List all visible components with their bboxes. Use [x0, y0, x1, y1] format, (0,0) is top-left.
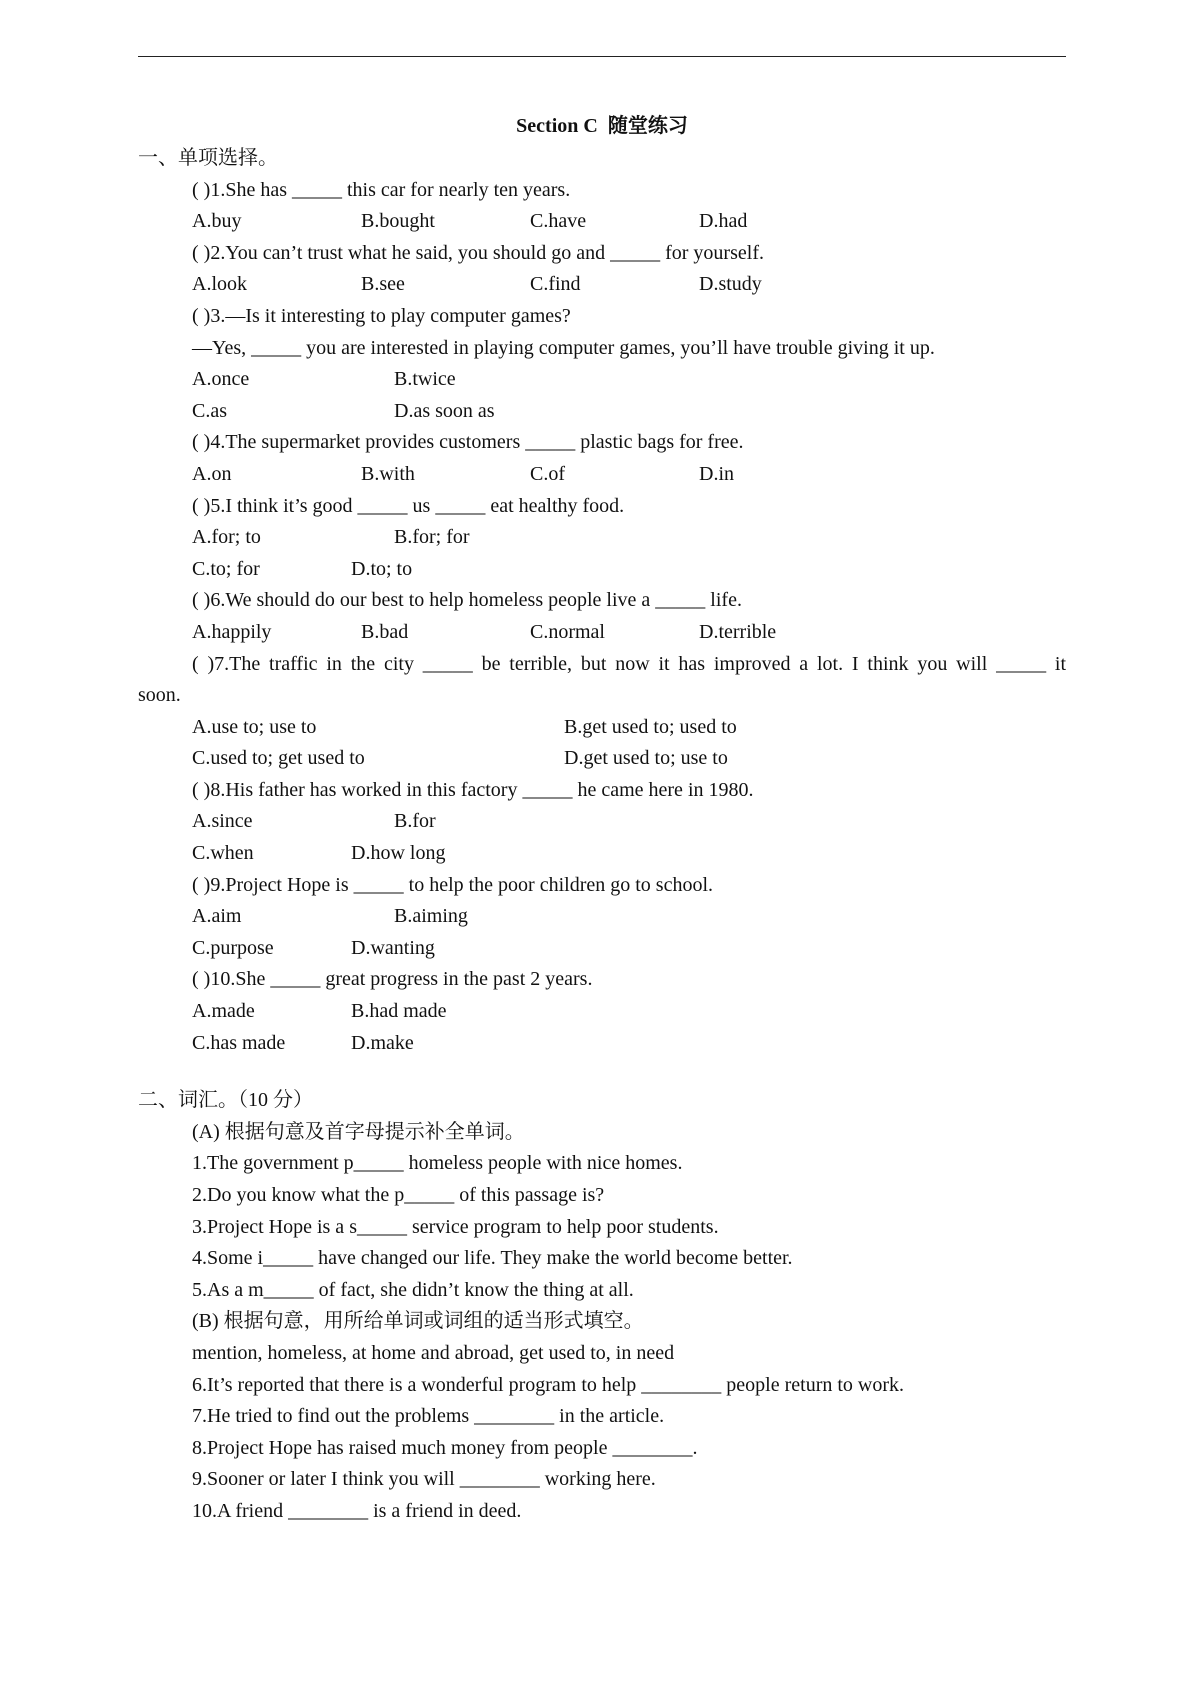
option: C.to; for: [192, 557, 260, 580]
option: B.had made: [351, 1000, 447, 1023]
option: B.see: [361, 273, 405, 296]
option: B.for; for: [394, 526, 470, 549]
option: A.buy: [192, 210, 242, 233]
part1-heading: 一、单项选择。: [138, 147, 278, 169]
option: A.on: [192, 462, 232, 485]
vocab-item: 10.A friend ________ is a friend in deed.: [192, 1499, 522, 1522]
question-stem-reply: —Yes, _____ you are interested in playing computer games, you’ll have trouble giving it up.: [192, 336, 935, 359]
option: B.twice: [394, 368, 456, 391]
question-options: [138, 522, 1066, 554]
option: D.wanting: [351, 936, 435, 959]
question-options: [138, 933, 1066, 965]
vocab-item: 5.As a m_____ of fact, she didn’t know the thing at all.: [192, 1278, 634, 1301]
question-options: [138, 459, 1066, 491]
option: C.has made: [192, 1031, 286, 1054]
section-b-instruction: (B) 根据句意，用所给单词或词组的适当形式填空。: [192, 1310, 644, 1333]
question-stem: ( )4.The supermarket provides customers _____ plastic bags for free.: [192, 431, 744, 454]
question-stem: ( )5.I think it’s good _____ us _____ eat healthy food.: [192, 494, 625, 517]
question-stem: ( )8.His father has worked in this factory _____ he came here in 1980.: [192, 778, 754, 801]
part2-heading: 二、词汇。（10 分）: [138, 1089, 313, 1112]
question-options: [138, 206, 1066, 238]
option: B.get used to; used to: [564, 715, 737, 738]
option: A.look: [192, 273, 247, 296]
question-stem: ( )1.She has _____ this car for nearly ten years.: [192, 178, 571, 201]
question-options: [138, 743, 1066, 775]
option: D.in: [699, 462, 734, 485]
vocab-item: 9.Sooner or later I think you will ________ working here.: [192, 1468, 656, 1491]
question-options: [138, 838, 1066, 870]
vocab-item: 7.He tried to find out the problems ________ in the article.: [192, 1405, 665, 1428]
option: A.happily: [192, 620, 272, 643]
question-options: [138, 269, 1066, 301]
option: B.bad: [361, 620, 409, 643]
section-gap: [138, 1059, 1066, 1085]
option: D.get used to; use to: [564, 747, 728, 770]
option: D.how long: [351, 842, 446, 865]
question-options: [138, 712, 1066, 744]
title-en: Section C: [516, 115, 598, 137]
option: B.with: [361, 462, 415, 485]
option: D.to; to: [351, 557, 413, 580]
question-stem: ( )2.You can’t trust what he said, you should go and _____ for yourself.: [192, 241, 764, 264]
option: D.had: [699, 210, 748, 233]
option: B.aiming: [394, 905, 468, 928]
option: A.made: [192, 1000, 255, 1023]
word-bank: mention, homeless, at home and abroad, get used to, in need: [192, 1341, 675, 1364]
option: A.since: [192, 810, 253, 833]
option: D.terrible: [699, 620, 777, 643]
question-options: [138, 364, 1066, 396]
option: C.have: [530, 210, 587, 233]
option: D.as soon as: [394, 399, 495, 422]
page-title: [138, 110, 1066, 143]
question-stem: ( )3.—Is it interesting to play computer games?: [192, 304, 571, 327]
option: D.make: [351, 1031, 414, 1054]
option: C.as: [192, 399, 227, 422]
title-cn: 随堂练习: [607, 115, 688, 137]
vocab-item: 6.It’s reported that there is a wonderful program to help ________ people return to work.: [192, 1373, 905, 1396]
section-a-instruction: (A) 根据句意及首字母提示补全单词。: [192, 1120, 525, 1143]
question-stem: ( )7.The traffic in the city _____ be terrible, but now it has improved a lot. I think you will _____ it: [192, 652, 1066, 675]
question-options: [138, 996, 1066, 1028]
question-options: [138, 901, 1066, 933]
vocab-item: 3.Project Hope is a s_____ service program to help poor students.: [192, 1215, 719, 1238]
question-options: [138, 806, 1066, 838]
question-options: [138, 617, 1066, 649]
vocab-item: 1.The government p_____ homeless people with nice homes.: [192, 1152, 683, 1175]
worksheet: [138, 110, 1066, 1528]
option: C.normal: [530, 620, 605, 643]
option: C.find: [530, 273, 581, 296]
option: C.purpose: [192, 936, 274, 959]
option: A.use to; use to: [192, 715, 317, 738]
option: B.for: [394, 810, 436, 833]
question-options: [138, 396, 1066, 428]
question-options: [138, 554, 1066, 586]
option: C.when: [192, 842, 254, 865]
question-options: [138, 1028, 1066, 1060]
option: D.study: [699, 273, 762, 296]
vocab-item: 2.Do you know what the p_____ of this passage is?: [192, 1184, 605, 1206]
question-stem: ( )10.She _____ great progress in the past 2 years.: [192, 968, 593, 991]
option: A.aim: [192, 905, 242, 928]
question-stem: ( )6.We should do our best to help homeless people live a _____ life.: [192, 589, 742, 612]
vocab-item: 8.Project Hope has raised much money from people ________.: [192, 1436, 698, 1459]
question-stem: ( )9.Project Hope is _____ to help the poor children go to school.: [192, 873, 714, 896]
option: C.used to; get used to: [192, 747, 365, 770]
option: B.bought: [361, 210, 435, 233]
question-stem-continued: soon.: [138, 684, 181, 707]
vocab-item: 4.Some i_____ have changed our life. They make the world become better.: [192, 1247, 793, 1270]
header-rule: [138, 56, 1066, 57]
option: A.for; to: [192, 526, 261, 549]
option: C.of: [530, 462, 565, 485]
option: A.once: [192, 368, 250, 391]
